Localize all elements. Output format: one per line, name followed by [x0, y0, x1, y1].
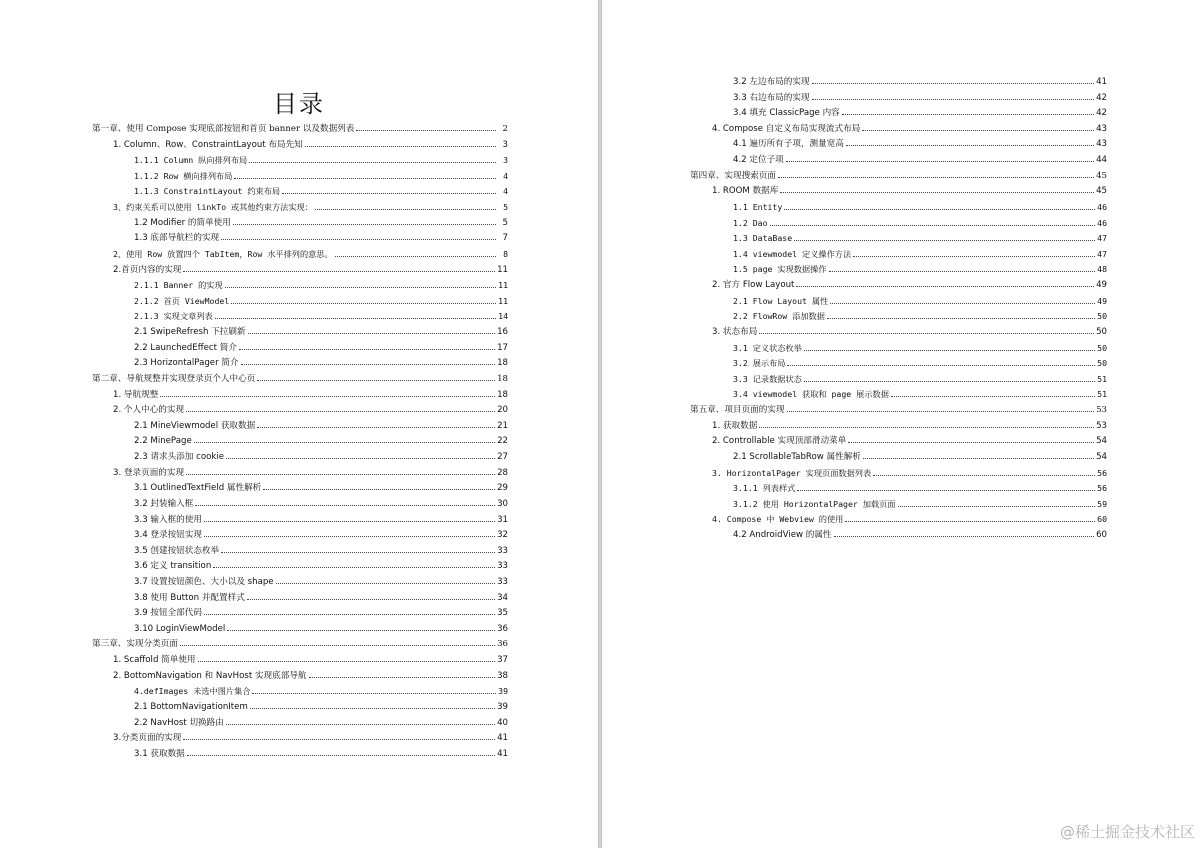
toc-entry[interactable] — [134, 606, 508, 621]
toc-leader-dots — [796, 285, 1094, 287]
toc-leader-dots — [356, 129, 496, 131]
toc-entry-text: 3.1.1 列表样式 — [733, 483, 796, 494]
toc-page-number: 60 — [1096, 529, 1107, 540]
toc-entry-text: 3.9 按钮全部代码 — [134, 608, 202, 619]
toc-page-number: 20 — [497, 405, 508, 416]
toc-entry[interactable] — [134, 153, 508, 168]
toc-leader-dots — [226, 457, 495, 459]
toc-entry-text: 4. Compose 中 Webview 的使用 — [712, 514, 844, 525]
toc-entry[interactable] — [733, 216, 1107, 231]
toc-page-number: 38 — [497, 670, 508, 681]
toc-entry-text: 3.10 LoginViewModel — [134, 623, 226, 634]
toc-entry-text: 1.2 Dao — [733, 217, 768, 228]
toc-entry[interactable] — [134, 700, 508, 715]
toc-entry[interactable] — [134, 575, 508, 590]
toc-entry[interactable] — [134, 169, 508, 184]
toc-entry[interactable] — [712, 466, 1107, 481]
toc-leader-dots — [786, 160, 1094, 162]
toc-page-number: 8 — [503, 248, 508, 259]
toc-entry-text: 3.3 右边布局的实现 — [733, 92, 810, 103]
toc-entry-text: 1.1 Entity — [733, 201, 783, 212]
toc-page-number: 39 — [498, 686, 508, 697]
toc-entry-text: 1. 获取数据 — [712, 420, 758, 431]
toc-entry[interactable] — [733, 294, 1107, 309]
toc-leader-dots — [239, 348, 495, 350]
toc-entry-text: 2.3 请求头添加 cookie — [134, 452, 224, 463]
toc-leader-dots — [804, 349, 1095, 351]
toc-leader-dots — [257, 426, 495, 428]
toc-entry-text: 第二章、导航规整并实现登录页个人中心页 — [92, 373, 256, 384]
toc-entry-text: 3.6 定义 transition — [134, 561, 212, 572]
toc-page-number: 43 — [1096, 139, 1107, 150]
toc-entry-text: 1.5 page 实现数据操作 — [733, 264, 827, 275]
toc-entry-text: 第四章、实现搜索页面 — [690, 170, 776, 181]
toc-leader-dots — [234, 177, 496, 179]
toc-page-number: 3 — [503, 155, 508, 166]
toc-page-number: 50 — [1096, 326, 1107, 337]
toc-entry[interactable] — [733, 356, 1107, 371]
toc-entry[interactable] — [712, 434, 1107, 449]
toc-entry-text: 3. HorizontalPager 实现页面数据列表 — [712, 467, 872, 478]
toc-entry-text: 3. 登录页面的实现 — [113, 467, 185, 478]
toc-leader-dots — [194, 441, 495, 443]
toc-page-number: 54 — [1096, 451, 1107, 462]
toc-entry[interactable] — [733, 91, 1107, 106]
toc-entry-text: 2. Controllable 实现顶部滑动菜单 — [712, 436, 847, 447]
toc-page-number: 28 — [497, 467, 508, 478]
toc-entry-text: 3.4 viewmodel 获取和 page 展示数据 — [733, 389, 889, 400]
toc-entry[interactable] — [134, 434, 508, 449]
toc-entry-text: 4.2 定位子项 — [733, 155, 784, 166]
toc-entry-text: 3.1.2 使用 HorizontalPager 加载页面 — [733, 498, 896, 509]
toc-entry-text: 3.1 OutlinedTextField 属性解析 — [134, 483, 262, 494]
toc-leader-dots — [263, 488, 495, 490]
toc-leader-dots — [797, 489, 1095, 491]
toc-page-number: 47 — [1097, 233, 1107, 244]
toc-leader-dots — [780, 191, 1094, 193]
toc-page-number: 5 — [503, 202, 508, 213]
toc-entry-text: 2.2 NavHost 切换路由 — [134, 717, 224, 728]
toc-page-number: 42 — [1096, 92, 1107, 103]
toc-page-number: 2 — [502, 124, 508, 134]
toc-page-number: 43 — [1096, 123, 1107, 134]
toc-entry[interactable] — [113, 263, 508, 278]
toc-leader-dots — [282, 192, 496, 194]
toc-entry[interactable] — [134, 684, 508, 699]
toc-page-number: 21 — [497, 420, 508, 431]
toc-page-number: 44 — [1096, 155, 1107, 166]
toc-leader-dots — [276, 582, 495, 584]
toc-leader-dots — [784, 208, 1095, 210]
toc-leader-dots — [160, 395, 495, 397]
toc-entry-text: 1.3 DataBase — [733, 233, 793, 244]
toc-page-number: 39 — [497, 701, 508, 712]
toc-entry[interactable] — [134, 294, 508, 309]
toc-leader-dots — [778, 176, 1094, 178]
toc-page-number: 48 — [1097, 264, 1107, 275]
toc-entry-text: 2.1 ScrollableTabRow 属性解析 — [733, 451, 861, 462]
toc-leader-dots — [204, 520, 495, 522]
toc-entry-text: 3.1 定义状态枚举 — [733, 342, 802, 353]
toc-page-number: 18 — [497, 373, 508, 384]
toc-entry[interactable] — [712, 122, 1107, 137]
toc-entry-text: 3.1 获取数据 — [134, 748, 185, 759]
toc-page-number: 35 — [497, 608, 508, 619]
toc-leader-dots — [198, 660, 496, 662]
right-page — [602, 0, 1201, 848]
toc-entry-text: 2.2 FlowRow 添加数据 — [733, 311, 825, 322]
toc-leader-dots — [226, 723, 495, 725]
toc-entry[interactable] — [733, 341, 1107, 356]
toc-entry-text: 2.1.3 实现文章列表 — [134, 311, 213, 322]
toc-entry[interactable] — [733, 450, 1107, 465]
toc-leader-dots — [309, 676, 496, 678]
toc-entry-text: 2. 官方 Flow Layout — [712, 280, 795, 291]
toc-leader-dots — [853, 255, 1095, 257]
toc-leader-dots — [249, 161, 496, 163]
toc-page-number: 46 — [1097, 217, 1107, 228]
toc-entry[interactable] — [733, 106, 1107, 121]
toc-leader-dots — [213, 566, 495, 568]
toc-leader-dots — [845, 520, 1095, 522]
toc-entry[interactable] — [733, 387, 1107, 402]
toc-entry-text: 1. Scaffold 简单使用 — [113, 655, 196, 666]
toc-entry[interactable] — [733, 309, 1107, 324]
toc-entry-text: 2. BottomNavigation 和 NavHost 实现底部导航 — [113, 670, 307, 681]
toc-page-number: 41 — [497, 733, 508, 744]
toc-entry-text: 1.3 底部导航栏的实现 — [134, 233, 220, 244]
toc-leader-dots — [215, 317, 496, 319]
toc-leader-dots — [834, 535, 1095, 537]
toc-entry[interactable] — [134, 356, 508, 371]
toc-page-number: 53 — [1096, 405, 1107, 416]
toc-entry[interactable] — [712, 419, 1107, 434]
toc-entry-text: 3.2 展示布局 — [733, 358, 786, 369]
toc-page-number: 11 — [497, 264, 508, 275]
toc-page-number: 37 — [497, 655, 508, 666]
toc-entry[interactable] — [113, 731, 508, 746]
toc-title: 目录 — [273, 90, 325, 118]
toc-entry[interactable] — [712, 278, 1107, 293]
toc-page-number: 16 — [497, 327, 508, 338]
toc-entry-text: 1. 导航规整 — [113, 389, 159, 400]
toc-page-number: 56 — [1097, 483, 1107, 494]
toc-entry-text: 1.1.1 Column 纵向排列布局 — [134, 155, 248, 166]
toc-entry-text: 3.4 填充 ClassicPage 内容 — [733, 108, 840, 119]
toc-page-number: 33 — [497, 545, 508, 556]
toc-entry-text: 2.1 BottomNavigationItem — [134, 701, 248, 712]
toc-page-number: 11 — [498, 280, 508, 291]
toc-entry[interactable] — [733, 231, 1107, 246]
toc-page-number: 36 — [497, 623, 508, 634]
toc-entry[interactable] — [733, 200, 1107, 215]
toc-entry-text: 2.2 MinePage — [134, 436, 192, 447]
toc-leader-dots — [812, 98, 1095, 100]
toc-page-number: 18 — [497, 358, 508, 369]
toc-entry[interactable] — [733, 372, 1107, 387]
toc-leader-dots — [241, 363, 496, 365]
toc-entry[interactable] — [113, 247, 508, 262]
toc-page-number: 33 — [497, 561, 508, 572]
toc-entry[interactable] — [134, 528, 508, 543]
toc-entry-text: 第一章、使用 Compose 实现底部按钮和首页 banner 以及数据列表 — [92, 124, 355, 134]
toc-entry[interactable] — [134, 216, 508, 231]
toc-entry-text: 2. 个人中心的实现 — [113, 405, 185, 416]
toc-entry[interactable] — [134, 309, 508, 324]
toc-leader-dots — [827, 317, 1095, 319]
toc-leader-dots — [250, 707, 495, 709]
toc-leader-dots — [335, 255, 496, 257]
toc-page-number: 49 — [1097, 295, 1107, 306]
toc-leader-dots — [247, 598, 495, 600]
toc-page-number: 41 — [1096, 77, 1107, 87]
toc-page-number: 50 — [1097, 342, 1107, 353]
toc-leader-dots — [257, 379, 495, 381]
toc-entry[interactable] — [134, 184, 508, 199]
toc-leader-dots — [863, 457, 1094, 459]
toc-leader-dots — [183, 738, 495, 740]
toc-entry[interactable] — [134, 450, 508, 465]
toc-entry-text: 2.1.1 Banner 的实现 — [134, 280, 223, 291]
toc-entry-text: 3. 状态布局 — [712, 326, 758, 337]
toc-leader-dots — [195, 504, 495, 506]
toc-page-number: 18 — [497, 389, 508, 400]
toc-leader-dots — [770, 224, 1095, 226]
toc-entry-text: 2.1 Flow Layout 属性 — [733, 295, 829, 306]
toc-leader-dots — [315, 208, 496, 210]
toc-entry[interactable] — [134, 622, 508, 637]
toc-leader-dots — [812, 82, 1095, 84]
toc-entry-text: 3.2 左边布局的实现 — [733, 77, 810, 87]
toc-page-number: 29 — [497, 483, 508, 494]
toc-entry-text: 4.1 遍历所有子项，测量宽高 — [733, 139, 844, 150]
toc-entry[interactable] — [113, 403, 508, 418]
toc-page-number: 49 — [1096, 280, 1107, 291]
toc-page-number: 51 — [1097, 373, 1107, 384]
toc-page-number: 42 — [1096, 108, 1107, 119]
toc-page-number: 17 — [497, 342, 508, 353]
toc-entry[interactable] — [113, 466, 508, 481]
toc-entry-text: 3.3 输入框的使用 — [134, 514, 202, 525]
toc-leader-dots — [233, 223, 496, 225]
toc-entry[interactable] — [92, 637, 508, 652]
toc-leader-dots — [221, 551, 495, 553]
toc-page-number: 30 — [497, 498, 508, 509]
toc-leader-dots — [248, 332, 495, 334]
toc-entry-text: 4. Compose 自定义布局实现流式布局 — [712, 123, 861, 134]
toc-page-number: 50 — [1097, 358, 1107, 369]
toc-entry-text: 2.1 SwipeRefresh 下拉刷新 — [134, 327, 246, 338]
toc-page-number: 41 — [497, 748, 508, 759]
toc-entry[interactable] — [733, 481, 1107, 496]
toc-leader-dots — [829, 270, 1096, 272]
toc-page-number: 54 — [1096, 436, 1107, 447]
toc-entry-text: 1.1.2 Row 横向排列布局 — [134, 170, 233, 181]
toc-entry[interactable] — [113, 669, 508, 684]
toc-page-number: 53 — [1096, 420, 1107, 431]
toc-entry-text: 3.8 使用 Button 并配置样式 — [134, 592, 245, 603]
toc-leader-dots — [225, 286, 496, 288]
toc-entry[interactable] — [113, 388, 508, 403]
toc-entry[interactable] — [113, 138, 508, 153]
watermark: @稀土掘金技术社区 — [1059, 823, 1195, 841]
toc-entry-text: 3.4 登录按钮实现 — [134, 530, 202, 541]
toc-entry-text: 3、约束关系可以使用 linkTo 或其他约束方法实现： — [113, 202, 313, 213]
toc-entry[interactable] — [712, 184, 1107, 199]
toc-leader-dots — [759, 332, 1094, 334]
toc-leader-dots — [204, 613, 495, 615]
toc-page-number: 11 — [498, 295, 508, 306]
toc-page-number: 36 — [497, 639, 508, 650]
toc-page-number: 34 — [497, 592, 508, 603]
toc-entry-text: 1.1.3 ConstraintLayout 约束布局 — [134, 186, 281, 197]
toc-entry[interactable] — [113, 200, 508, 215]
toc-entry-text: 2、使用 Row 放置四个 TabItem，Row 水平排列的意思。 — [113, 248, 333, 259]
left-page — [0, 0, 598, 848]
toc-entry[interactable] — [690, 403, 1107, 418]
toc-leader-dots — [787, 410, 1095, 412]
toc-page-number: 4 — [503, 170, 508, 181]
toc-entry[interactable] — [733, 497, 1107, 512]
toc-page-number: 33 — [497, 576, 508, 587]
toc-entry-text: 2.3 HorizontalPager 简介 — [134, 358, 239, 369]
toc-page-number: 60 — [1097, 514, 1107, 525]
toc-entry-text: 1. ROOM 数据库 — [712, 186, 779, 197]
toc-entry-text: 2.1 MineViewmodel 获取数据 — [134, 420, 256, 431]
toc-entry[interactable] — [733, 262, 1107, 277]
toc-entry[interactable] — [92, 122, 508, 137]
toc-page-number: 5 — [502, 217, 508, 228]
toc-leader-dots — [898, 505, 1096, 507]
toc-entry[interactable] — [134, 559, 508, 574]
toc-entry[interactable] — [134, 716, 508, 731]
toc-entry-text: 2.首页内容的实现 — [113, 264, 182, 275]
toc-page-number: 31 — [497, 514, 508, 525]
toc-leader-dots — [187, 754, 495, 756]
toc-leader-dots — [804, 380, 1095, 382]
toc-entry[interactable] — [134, 747, 508, 762]
toc-leader-dots — [873, 474, 1095, 476]
toc-page-number: 56 — [1097, 467, 1107, 478]
toc-leader-dots — [227, 629, 495, 631]
toc-entry[interactable] — [712, 325, 1107, 340]
toc-page-number: 45 — [1096, 186, 1107, 197]
toc-entry-text: 3.5 创建按钮状态枚举 — [134, 545, 220, 556]
toc-entry-text: 3.7 设置按钮颜色、大小以及 shape — [134, 576, 274, 587]
toc-leader-dots — [180, 644, 495, 646]
toc-page-number: 14 — [498, 311, 508, 322]
toc-entry[interactable] — [712, 512, 1107, 527]
toc-leader-dots — [183, 270, 495, 272]
toc-entry-text: 2.2 LaunchedEffect 简介 — [134, 342, 237, 353]
toc-page-number: 50 — [1097, 311, 1107, 322]
toc-entry[interactable] — [134, 231, 508, 246]
toc-entry[interactable] — [134, 325, 508, 340]
toc-leader-dots — [305, 145, 496, 147]
toc-page-number: 51 — [1097, 389, 1107, 400]
toc-leader-dots — [848, 441, 1094, 443]
toc-entry-text: 1. Column、Row、ConstraintLayout 布局先知 — [113, 139, 303, 150]
toc-entry[interactable] — [733, 247, 1107, 262]
toc-page-number: 4 — [503, 186, 508, 197]
toc-entry-text: 2.1.2 首页 ViewModel — [134, 295, 230, 306]
toc-entry[interactable] — [134, 544, 508, 559]
toc-entry-text: 1.2 Modifier 的简单使用 — [134, 217, 231, 228]
toc-entry-text: 3.2 封装输入框 — [134, 498, 194, 509]
toc-leader-dots — [252, 692, 496, 694]
toc-entry-text: 1.4 viewmodel 定义操作方法 — [733, 248, 852, 259]
toc-page-number: 40 — [497, 717, 508, 728]
toc-entry[interactable] — [134, 497, 508, 512]
toc-entry[interactable] — [92, 372, 508, 387]
toc-page-number: 46 — [1097, 201, 1107, 212]
toc-page-number: 7 — [502, 233, 508, 244]
toc-entry[interactable] — [733, 137, 1107, 152]
toc-page-number: 59 — [1097, 498, 1107, 509]
toc-page-number: 32 — [497, 530, 508, 541]
toc-leader-dots — [231, 302, 496, 304]
toc-leader-dots — [221, 238, 496, 240]
toc-entry-text: 第三章、实现分类页面 — [92, 639, 178, 650]
toc-entry[interactable] — [733, 528, 1107, 543]
toc-page-number: 45 — [1096, 170, 1107, 181]
toc-leader-dots — [204, 535, 495, 537]
toc-entry[interactable] — [134, 481, 508, 496]
toc-leader-dots — [862, 129, 1094, 131]
toc-leader-dots — [794, 239, 1095, 241]
toc-entry[interactable] — [134, 513, 508, 528]
toc-page-number: 22 — [497, 436, 508, 447]
toc-leader-dots — [186, 473, 495, 475]
toc-entry[interactable] — [733, 75, 1107, 90]
toc-leader-dots — [846, 144, 1094, 146]
toc-leader-dots — [842, 113, 1094, 115]
toc-entry-text: 3.分类页面的实现 — [113, 733, 182, 744]
toc-entry-text: 4.defImages 未选中图片集合 — [134, 686, 251, 697]
toc-leader-dots — [759, 426, 1094, 428]
toc-entry-text: 第五章、项目页面的实现 — [690, 405, 785, 416]
toc-leader-dots — [891, 395, 1095, 397]
toc-entry[interactable] — [134, 341, 508, 356]
toc-page-number: 47 — [1097, 248, 1107, 259]
toc-entry-text: 4.2 AndroidView 的属性 — [733, 529, 832, 540]
toc-entry[interactable] — [134, 591, 508, 606]
toc-entry[interactable] — [134, 419, 508, 434]
toc-leader-dots — [787, 364, 1095, 366]
toc-entry[interactable] — [113, 653, 508, 668]
toc-leader-dots — [830, 302, 1095, 304]
toc-page-number: 27 — [497, 452, 508, 463]
toc-entry[interactable] — [134, 278, 508, 293]
toc-page-number: 3 — [502, 139, 508, 150]
toc-leader-dots — [186, 410, 495, 412]
toc-entry[interactable] — [690, 169, 1107, 184]
toc-entry-text: 3.3 记录数据状态 — [733, 373, 802, 384]
toc-entry[interactable] — [733, 153, 1107, 168]
